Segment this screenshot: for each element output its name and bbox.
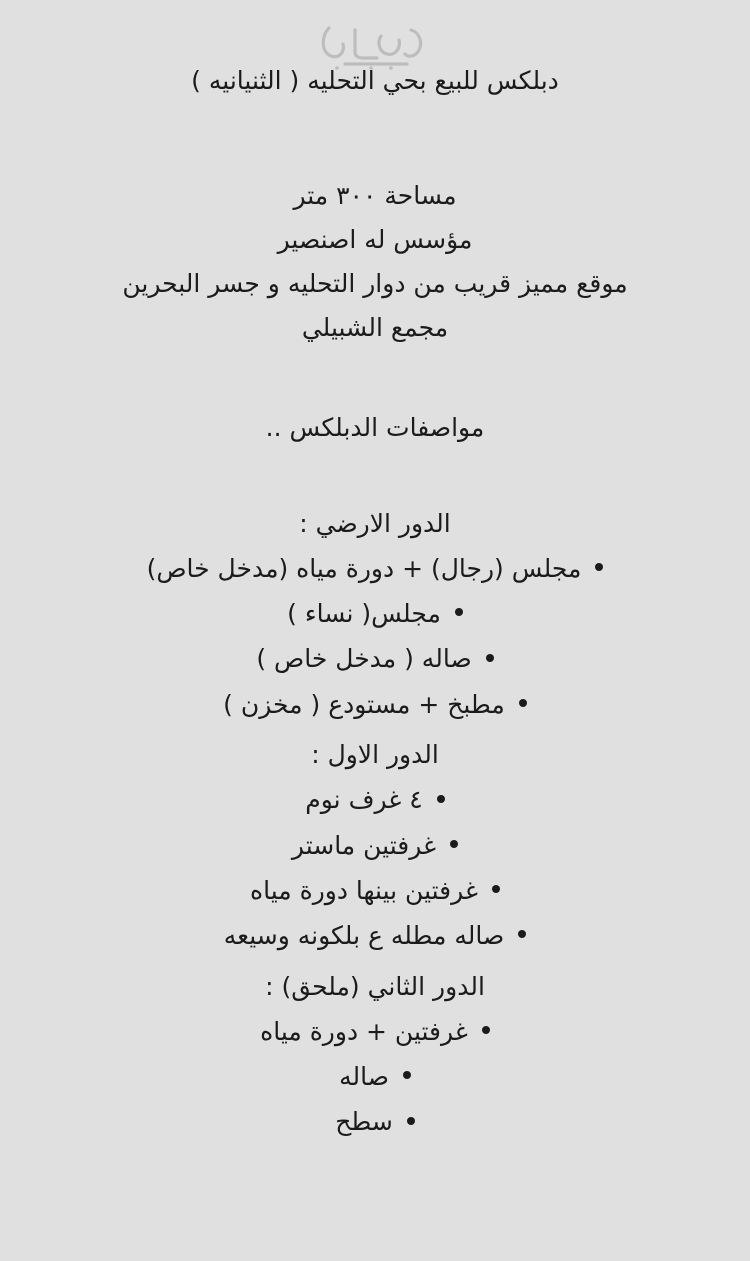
list-item: [30, 823, 720, 868]
list-item-label: صاله ( مدخل خاص ): [256, 644, 472, 674]
spacer: [30, 450, 720, 496]
bullet-icon: [492, 885, 500, 893]
section-list-ground-floor: [30, 546, 720, 727]
list-item: [30, 1054, 720, 1099]
bullet-icon: [403, 1071, 411, 1079]
bullet-icon: [455, 608, 463, 616]
list-item-label: مطبخ + مستودع ( مخزن ): [223, 689, 505, 719]
bullet-icon: [450, 840, 458, 848]
list-item: [30, 1100, 720, 1145]
list-item: [30, 778, 720, 823]
section-heading-first-floor: الدور الاول :: [311, 740, 439, 769]
document-content: [30, 62, 720, 1145]
list-item-label: مجلس( نساء ): [287, 599, 441, 628]
list-item: [30, 637, 720, 682]
spacer: [30, 350, 720, 406]
bullet-icon: [437, 795, 445, 803]
intro-line-elevator: مؤسس له اصنصير: [277, 224, 473, 254]
bullet-icon: [518, 930, 526, 938]
section-list-second-floor: [30, 1009, 720, 1145]
list-item-label: غرفتين بينها دورة مياه: [250, 875, 478, 905]
intro-line-location: موقع مميز قريب من دوار التحليه و جسر البحرين: [122, 268, 628, 298]
bullet-icon: [519, 699, 527, 707]
list-item: [30, 682, 720, 727]
list-item: [30, 1009, 720, 1054]
list-item-label: غرفتين + دورة مياه: [260, 1016, 468, 1046]
bullet-icon: [595, 563, 603, 571]
section-list-first-floor: [30, 778, 720, 959]
section-heading-ground-floor: الدور الارضي :: [299, 508, 451, 538]
list-item-label: صاله: [339, 1062, 389, 1091]
bullet-icon: [407, 1117, 415, 1125]
section-heading-second-floor: الدور الثاني (ملحق) :: [265, 971, 485, 1001]
specs-heading: مواصفات الدبلكس ..: [265, 412, 485, 442]
intro-line-area: مساحة ٣٠٠ متر: [293, 180, 457, 210]
list-item-label: غرفتين ماستر: [291, 830, 437, 860]
bullet-icon: [482, 1026, 490, 1034]
list-item-label: مجلس (رجال) + دورة مياه (مدخل خاص): [146, 553, 582, 583]
list-item: [30, 868, 720, 913]
list-item: [30, 591, 720, 636]
list-item-label: ٤ غرف نوم: [305, 785, 423, 815]
spacer: [30, 100, 720, 174]
intro-line-complex: مجمع الشبيلي: [301, 312, 449, 342]
bullet-icon: [486, 654, 494, 662]
list-item-label: صاله مطله ع بلكونه وسيعه: [223, 921, 505, 950]
page-title: دبلكس للبيع بحي التحليه ( الثنيانيه ): [191, 66, 559, 95]
list-item: [30, 913, 720, 958]
list-item: [30, 546, 720, 591]
list-item-label: سطح: [335, 1107, 393, 1137]
